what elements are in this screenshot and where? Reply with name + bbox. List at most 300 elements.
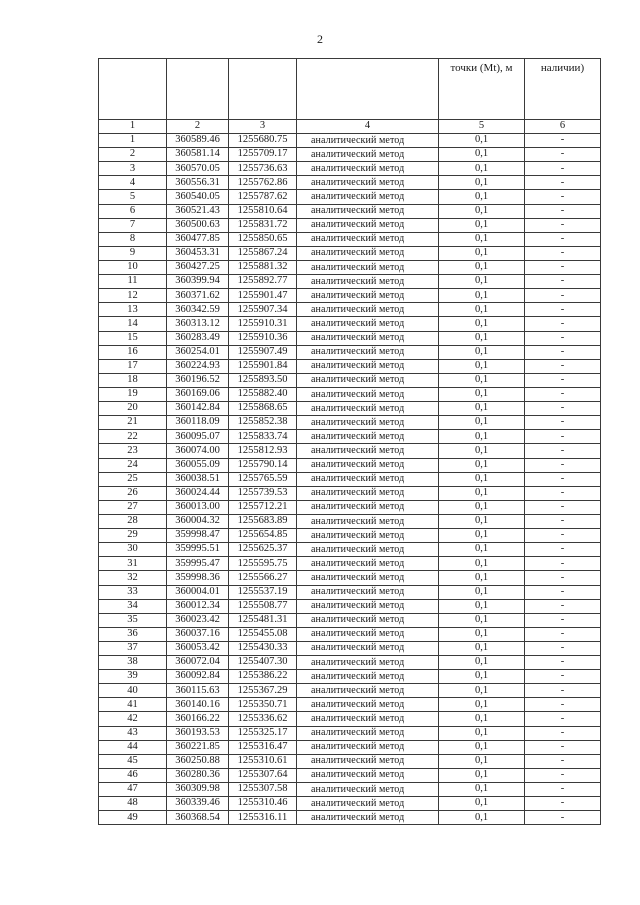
accuracy-cell: 0,1 [439,430,525,444]
method-cell: аналитический метод [297,430,439,444]
point-number-cell: 10 [99,260,167,274]
y-coordinate-cell: 1255893.50 [229,373,297,387]
column-number-cell: 6 [525,120,601,134]
x-coordinate-cell: 360521.43 [167,204,229,218]
method-cell: аналитический метод [297,783,439,797]
table-row [99,260,601,274]
x-coordinate-cell: 360166.22 [167,712,229,726]
method-cell: аналитический метод [297,514,439,528]
table-row [99,444,601,458]
x-coordinate-cell: 360004.01 [167,585,229,599]
note-cell: - [525,148,601,162]
accuracy-cell: 0,1 [439,768,525,782]
y-coordinate-cell: 1255787.62 [229,190,297,204]
y-coordinate-cell: 1255867.24 [229,246,297,260]
table-row [99,472,601,486]
point-number-cell: 14 [99,317,167,331]
point-number-cell: 28 [99,514,167,528]
note-cell: - [525,726,601,740]
x-coordinate-cell: 360055.09 [167,458,229,472]
x-coordinate-cell: 360142.84 [167,402,229,416]
accuracy-cell: 0,1 [439,585,525,599]
y-coordinate-cell: 1255892.77 [229,275,297,289]
point-number-cell: 47 [99,783,167,797]
table-row [99,585,601,599]
accuracy-cell: 0,1 [439,134,525,148]
method-cell: аналитический метод [297,698,439,712]
table-row [99,698,601,712]
note-cell: - [525,472,601,486]
accuracy-cell: 0,1 [439,670,525,684]
table-row [99,275,601,289]
point-number-cell: 21 [99,416,167,430]
table-row [99,627,601,641]
y-coordinate-cell: 1255831.72 [229,218,297,232]
y-coordinate-cell: 1255712.21 [229,500,297,514]
x-coordinate-cell: 360074.00 [167,444,229,458]
note-cell: - [525,670,601,684]
accuracy-cell: 0,1 [439,317,525,331]
table-row [99,599,601,613]
method-cell: аналитический метод [297,571,439,585]
note-cell: - [525,134,601,148]
x-coordinate-cell: 359995.47 [167,557,229,571]
x-coordinate-cell: 360556.31 [167,176,229,190]
y-coordinate-cell: 1255566.27 [229,571,297,585]
note-cell: - [525,190,601,204]
point-number-cell: 24 [99,458,167,472]
note-cell: - [525,641,601,655]
table-row [99,768,601,782]
table-row [99,204,601,218]
accuracy-cell: 0,1 [439,289,525,303]
accuracy-cell: 0,1 [439,331,525,345]
point-number-cell: 4 [99,176,167,190]
accuracy-cell: 0,1 [439,275,525,289]
table-row [99,303,601,317]
point-number-cell: 3 [99,162,167,176]
note-cell: - [525,373,601,387]
point-number-cell: 25 [99,472,167,486]
header-cell-method [297,59,439,120]
note-cell: - [525,684,601,698]
accuracy-cell: 0,1 [439,543,525,557]
method-cell: аналитический метод [297,232,439,246]
x-coordinate-cell: 360399.94 [167,275,229,289]
y-coordinate-cell: 1255407.30 [229,656,297,670]
accuracy-cell: 0,1 [439,204,525,218]
method-cell: аналитический метод [297,260,439,274]
note-cell: - [525,543,601,557]
method-cell: аналитический метод [297,472,439,486]
accuracy-cell: 0,1 [439,472,525,486]
y-coordinate-cell: 1255595.75 [229,557,297,571]
method-cell: аналитический метод [297,599,439,613]
accuracy-cell: 0,1 [439,740,525,754]
note-cell: - [525,712,601,726]
table-row [99,317,601,331]
accuracy-cell: 0,1 [439,359,525,373]
note-cell: - [525,571,601,585]
accuracy-cell: 0,1 [439,698,525,712]
note-cell: - [525,768,601,782]
table-row [99,387,601,401]
x-coordinate-cell: 360477.85 [167,232,229,246]
note-cell: - [525,585,601,599]
y-coordinate-cell: 1255709.17 [229,148,297,162]
accuracy-cell: 0,1 [439,500,525,514]
method-cell: аналитический метод [297,529,439,543]
note-cell: - [525,232,601,246]
point-number-cell: 35 [99,613,167,627]
point-number-cell: 20 [99,402,167,416]
table-row [99,345,601,359]
accuracy-cell: 0,1 [439,783,525,797]
note-cell: - [525,627,601,641]
note-cell: - [525,783,601,797]
point-number-cell: 13 [99,303,167,317]
point-number-cell: 33 [99,585,167,599]
header-cell-y [229,59,297,120]
point-number-cell: 15 [99,331,167,345]
y-coordinate-cell: 1255625.37 [229,543,297,557]
method-cell: аналитический метод [297,670,439,684]
x-coordinate-cell: 359998.36 [167,571,229,585]
y-coordinate-cell: 1255762.86 [229,176,297,190]
accuracy-cell: 0,1 [439,373,525,387]
method-cell: аналитический метод [297,359,439,373]
accuracy-cell: 0,1 [439,684,525,698]
x-coordinate-cell: 360371.62 [167,289,229,303]
y-coordinate-cell: 1255537.19 [229,585,297,599]
column-number-cell: 4 [297,120,439,134]
accuracy-cell: 0,1 [439,656,525,670]
x-coordinate-cell: 360427.25 [167,260,229,274]
table-row [99,670,601,684]
method-cell: аналитический метод [297,585,439,599]
note-cell: - [525,289,601,303]
x-coordinate-cell: 360118.09 [167,416,229,430]
x-coordinate-cell: 360453.31 [167,246,229,260]
y-coordinate-cell: 1255881.32 [229,260,297,274]
y-coordinate-cell: 1255683.89 [229,514,297,528]
point-number-cell: 31 [99,557,167,571]
accuracy-cell: 0,1 [439,190,525,204]
x-coordinate-cell: 360570.05 [167,162,229,176]
accuracy-cell: 0,1 [439,599,525,613]
point-number-cell: 22 [99,430,167,444]
point-number-cell: 43 [99,726,167,740]
table-row [99,613,601,627]
method-cell: аналитический метод [297,317,439,331]
point-number-cell: 38 [99,656,167,670]
x-coordinate-cell: 360037.16 [167,627,229,641]
accuracy-cell: 0,1 [439,712,525,726]
method-cell: аналитический метод [297,712,439,726]
y-coordinate-cell: 1255325.17 [229,726,297,740]
note-cell: - [525,557,601,571]
accuracy-cell: 0,1 [439,458,525,472]
point-number-cell: 46 [99,768,167,782]
method-cell: аналитический метод [297,416,439,430]
point-number-cell: 7 [99,218,167,232]
table-row [99,571,601,585]
y-coordinate-cell: 1255852.38 [229,416,297,430]
table-row [99,430,601,444]
method-cell: аналитический метод [297,726,439,740]
x-coordinate-cell: 360589.46 [167,134,229,148]
note-cell: - [525,698,601,712]
note-cell: - [525,486,601,500]
point-number-cell: 44 [99,740,167,754]
point-number-cell: 34 [99,599,167,613]
table-row [99,783,601,797]
header-cell-note: наличии) [525,59,601,120]
x-coordinate-cell: 360115.63 [167,684,229,698]
accuracy-cell: 0,1 [439,416,525,430]
y-coordinate-cell: 1255901.84 [229,359,297,373]
y-coordinate-cell: 1255850.65 [229,232,297,246]
point-number-cell: 40 [99,684,167,698]
note-cell: - [525,317,601,331]
accuracy-cell: 0,1 [439,486,525,500]
note-cell: - [525,331,601,345]
table-row [99,162,601,176]
table-row [99,246,601,260]
x-coordinate-cell: 360193.53 [167,726,229,740]
x-coordinate-cell: 360283.49 [167,331,229,345]
note-cell: - [525,529,601,543]
note-cell: - [525,359,601,373]
y-coordinate-cell: 1255910.36 [229,331,297,345]
y-coordinate-cell: 1255307.58 [229,783,297,797]
table-row [99,641,601,655]
method-cell: аналитический метод [297,754,439,768]
table-row [99,134,601,148]
note-cell: - [525,402,601,416]
table-row [99,359,601,373]
note-cell: - [525,275,601,289]
table-row [99,740,601,754]
table-row [99,797,601,811]
note-cell: - [525,430,601,444]
x-coordinate-cell: 360072.04 [167,656,229,670]
x-coordinate-cell: 359998.47 [167,529,229,543]
y-coordinate-cell: 1255812.93 [229,444,297,458]
note-cell: - [525,387,601,401]
point-number-cell: 32 [99,571,167,585]
x-coordinate-cell: 360004.32 [167,514,229,528]
x-coordinate-cell: 359995.51 [167,543,229,557]
table-row [99,232,601,246]
method-cell: аналитический метод [297,797,439,811]
y-coordinate-cell: 1255430.33 [229,641,297,655]
accuracy-cell: 0,1 [439,402,525,416]
column-number-cell: 3 [229,120,297,134]
method-cell: аналитический метод [297,162,439,176]
method-cell: аналитический метод [297,557,439,571]
table-row [99,656,601,670]
accuracy-cell: 0,1 [439,260,525,274]
method-cell: аналитический метод [297,684,439,698]
point-number-cell: 27 [99,500,167,514]
y-coordinate-cell: 1255736.63 [229,162,297,176]
table-row [99,402,601,416]
y-coordinate-cell: 1255810.64 [229,204,297,218]
method-cell: аналитический метод [297,190,439,204]
x-coordinate-cell: 360169.06 [167,387,229,401]
accuracy-cell: 0,1 [439,726,525,740]
point-number-cell: 30 [99,543,167,557]
table-row [99,557,601,571]
method-cell: аналитический метод [297,148,439,162]
y-coordinate-cell: 1255882.40 [229,387,297,401]
y-coordinate-cell: 1255316.47 [229,740,297,754]
y-coordinate-cell: 1255310.61 [229,754,297,768]
point-number-cell: 42 [99,712,167,726]
table-row [99,458,601,472]
table-row [99,811,601,825]
x-coordinate-cell: 360221.85 [167,740,229,754]
y-coordinate-cell: 1255765.59 [229,472,297,486]
method-cell: аналитический метод [297,458,439,472]
method-cell: аналитический метод [297,402,439,416]
x-coordinate-cell: 360024.44 [167,486,229,500]
accuracy-cell: 0,1 [439,246,525,260]
note-cell: - [525,204,601,218]
point-number-cell: 2 [99,148,167,162]
table-row [99,176,601,190]
table-row [99,500,601,514]
column-number-cell: 5 [439,120,525,134]
table-row [99,754,601,768]
note-cell: - [525,218,601,232]
note-cell: - [525,458,601,472]
y-coordinate-cell: 1255316.11 [229,811,297,825]
coordinates-table [98,58,601,825]
accuracy-cell: 0,1 [439,641,525,655]
x-coordinate-cell: 360095.07 [167,430,229,444]
x-coordinate-cell: 360254.01 [167,345,229,359]
table-row [99,331,601,345]
column-number-row [99,120,601,134]
method-cell: аналитический метод [297,811,439,825]
method-cell: аналитический метод [297,331,439,345]
header-cell-x [167,59,229,120]
table-row [99,514,601,528]
accuracy-cell: 0,1 [439,303,525,317]
x-coordinate-cell: 360280.36 [167,768,229,782]
method-cell: аналитический метод [297,373,439,387]
y-coordinate-cell: 1255680.75 [229,134,297,148]
note-cell: - [525,811,601,825]
point-number-cell: 29 [99,529,167,543]
table-row [99,289,601,303]
page-number: 2 [317,32,323,46]
note-cell: - [525,246,601,260]
y-coordinate-cell: 1255907.49 [229,345,297,359]
x-coordinate-cell: 360092.84 [167,670,229,684]
table-row [99,373,601,387]
method-cell: аналитический метод [297,387,439,401]
y-coordinate-cell: 1255868.65 [229,402,297,416]
method-cell: аналитический метод [297,176,439,190]
point-number-cell: 5 [99,190,167,204]
accuracy-cell: 0,1 [439,627,525,641]
y-coordinate-cell: 1255455.08 [229,627,297,641]
method-cell: аналитический метод [297,627,439,641]
accuracy-cell: 0,1 [439,387,525,401]
y-coordinate-cell: 1255307.64 [229,768,297,782]
header-cell-accuracy: точки (Mt), м [439,59,525,120]
accuracy-cell: 0,1 [439,232,525,246]
note-cell: - [525,162,601,176]
point-number-cell: 16 [99,345,167,359]
note-cell: - [525,444,601,458]
point-number-cell: 17 [99,359,167,373]
y-coordinate-cell: 1255790.14 [229,458,297,472]
method-cell: аналитический метод [297,768,439,782]
x-coordinate-cell: 360540.05 [167,190,229,204]
note-cell: - [525,176,601,190]
x-coordinate-cell: 360140.16 [167,698,229,712]
table-row [99,148,601,162]
method-cell: аналитический метод [297,500,439,514]
point-number-cell: 41 [99,698,167,712]
point-number-cell: 49 [99,811,167,825]
x-coordinate-cell: 360309.98 [167,783,229,797]
y-coordinate-cell: 1255654.85 [229,529,297,543]
table-row [99,190,601,204]
table-header-row [99,59,601,120]
accuracy-cell: 0,1 [439,514,525,528]
point-number-cell: 18 [99,373,167,387]
x-coordinate-cell: 360013.00 [167,500,229,514]
point-number-cell: 6 [99,204,167,218]
note-cell: - [525,416,601,430]
x-coordinate-cell: 360012.34 [167,599,229,613]
note-cell: - [525,656,601,670]
accuracy-cell: 0,1 [439,529,525,543]
method-cell: аналитический метод [297,486,439,500]
note-cell: - [525,740,601,754]
method-cell: аналитический метод [297,613,439,627]
method-cell: аналитический метод [297,218,439,232]
accuracy-cell: 0,1 [439,797,525,811]
point-number-cell: 48 [99,797,167,811]
accuracy-cell: 0,1 [439,218,525,232]
y-coordinate-cell: 1255508.77 [229,599,297,613]
method-cell: аналитический метод [297,275,439,289]
method-cell: аналитический метод [297,740,439,754]
accuracy-cell: 0,1 [439,557,525,571]
table-row [99,529,601,543]
y-coordinate-cell: 1255386.22 [229,670,297,684]
method-cell: аналитический метод [297,303,439,317]
method-cell: аналитический метод [297,444,439,458]
point-number-cell: 39 [99,670,167,684]
x-coordinate-cell: 360196.52 [167,373,229,387]
y-coordinate-cell: 1255901.47 [229,289,297,303]
y-coordinate-cell: 1255350.71 [229,698,297,712]
y-coordinate-cell: 1255367.29 [229,684,297,698]
column-number-cell: 2 [167,120,229,134]
point-number-cell: 1 [99,134,167,148]
y-coordinate-cell: 1255336.62 [229,712,297,726]
table-row [99,543,601,557]
x-coordinate-cell: 360224.93 [167,359,229,373]
header-cell-point-number [99,59,167,120]
